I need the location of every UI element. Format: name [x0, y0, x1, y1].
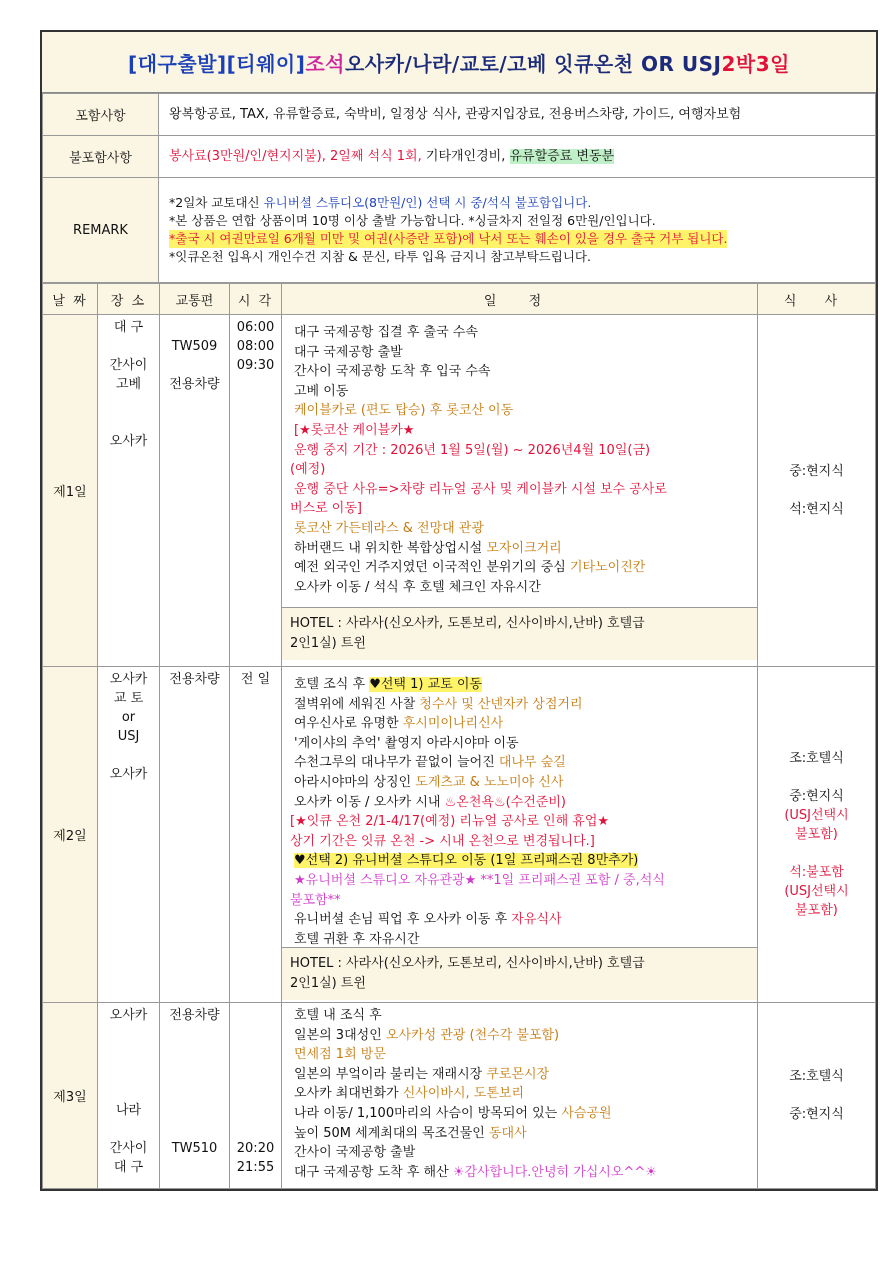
day-meals: 조:호텔식 중:현지식 (USJ선택시 불포함) 석:불포함 (USJ선택시 불포함)	[758, 667, 876, 1003]
info-table	[42, 93, 876, 283]
day-places: 오사카 교 토 or USJ 오사카	[98, 667, 160, 1003]
exclude-text: 봉사료(3만원/인/현지지불), 2일째 석식 1회, 기타개인경비, 유류할증료 변동분	[159, 136, 876, 178]
header-time: 시 각	[230, 284, 282, 315]
day-places: 대 구 간사이 고베 오사카	[98, 315, 160, 667]
remark-label: REMARK	[43, 178, 159, 283]
day-label: 제3일	[43, 1003, 98, 1189]
day-transport: 전용차량 TW510	[160, 1003, 230, 1189]
remark-text: *2일차 교토대신 유니버셜 스튜디오(8만원/인) 선택 시 중/석식 불포함입니다. *본 상품은 연합 상품이며 10명 이상 출발 가능합니다. *싱글차지 전일정 6만원/인입니다. *출국 시 여권만료일 6개월 미만 및 여권(사증란 포함)에 낙서 또는 훼손이 있을 경우 출국 거부 됩니다. *잇큐온천 입욕시 개인수건 지참 & 문신, 타투 입욕 금지니 참고부탁드립니다.	[159, 178, 876, 283]
day-meals: 조:호텔식 중:현지식	[758, 1003, 876, 1189]
hotel-info: HOTEL : 사라사(신오사카, 도톤보리, 신사이바시,난바) 호텔급 2인1실) 트윈	[282, 607, 757, 660]
page-title: [대구출발][티웨이] 조석 오사카/나라/교토/고베 잇큐온천 OR USJ 2박3일	[42, 32, 876, 93]
day-row	[43, 1003, 876, 1189]
day-times: 전 일	[230, 667, 282, 1003]
day-times: 20:20 21:55	[230, 1003, 282, 1189]
schedule-table	[42, 283, 876, 1189]
day-row	[43, 667, 876, 1003]
hotel-info: HOTEL : 사라사(신오사카, 도톤보리, 신사이바시,난바) 호텔급 2인1실) 트윈	[282, 947, 757, 1000]
day-label: 제2일	[43, 667, 98, 1003]
day-label: 제1일	[43, 315, 98, 667]
day-times: 06:00 08:00 09:30	[230, 315, 282, 667]
day-schedule: 호텔 조식 후 ♥선택 1) 교토 이동 절벽위에 세워진 사찰 청수사 및 산넨자카 상점거리 여우신사로 유명한 후시미이나리신사 '게이샤의 추억' 촬영지 아라시야마 이동 수천그루의 대나무가 끝없이 늘어진 대나무 숲길 아라시야마의 상징인 도게츠교 & 노노미야 신사 오사카 이동 / 오사카 시내 ♨온천욕♨(수건준비) [★잇큐 온천 2/1-4/17(예정) 리뉴얼 공사로 인해 휴업★ 상기 기간은 잇큐 온천 -> 시내 온천으로 변경됩니다.] ♥선택 2) 유니버셜 스튜디오 이동 (1일 프리패스권 8만추가) ★유니버셜 스튜디오 자유관광★ **1일 프리패스권 포함 / 중,석식 불포함** 유니버셜 손님 픽업 후 오사카 이동 후 자유식사 호텔 귀환 후 자유시간 HOTEL : 사라사(신오사카, 도톤보리, 신사이바시,난바) 호텔급 2인1실) 트윈	[282, 667, 758, 1003]
header-meal: 식 사	[758, 284, 876, 315]
header-place: 장 소	[98, 284, 160, 315]
header-transport: 교통편	[160, 284, 230, 315]
day-transport: 전용차량	[160, 667, 230, 1003]
day-row	[43, 315, 876, 667]
include-text: 왕복항공료, TAX, 유류할증료, 숙박비, 일정상 식사, 관광지입장료, 전용버스차량, 가이드, 여행자보험	[159, 94, 876, 136]
exclude-label: 불포함사항	[43, 136, 159, 178]
header-schedule: 일 정	[282, 284, 758, 315]
day-schedule: 호텔 내 조식 후 일본의 3대성인 오사카성 관광 (천수각 불포함) 면세점 1회 방문 일본의 부엌이라 불리는 재래시장 쿠로몬시장 오사카 최대번화가 신사이바시, 도톤보리 나라 이동/ 1,100마리의 사슴이 방목되어 있는 사슴공원 높이 50M 세계최대의 목조건물인 동대사 간사이 국제공항 출발 대구 국제공항 도착 후 해산 ☀감사합니다.안녕히 가십시오^^☀	[282, 1003, 758, 1189]
include-label: 포함사항	[43, 94, 159, 136]
header-date: 날 짜	[43, 284, 98, 315]
day-places: 오사카 나라 간사이 대 구	[98, 1003, 160, 1189]
day-schedule: 대구 국제공항 집결 후 출국 수속 대구 국제공항 출발 간사이 국제공항 도착 후 입국 수속 고베 이동 케이블카로 (편도 탑승) 후 롯코산 이동 [★롯코산 케이블카★ 운행 중지 기간 : 2026년 1월 5일(월) ~ 2026년4월 10일(금) (예정) 운행 중단 사유=>차량 리뉴얼 공사 및 케이블카 시설 보수 공사로 버스로 이동] 롯코산 가든테라스 & 전망대 관광 하버랜드 내 위치한 복합상업시설 모자이크거리 예전 외국인 거주지였던 이국적인 분위기의 중심 기타노이진칸 오사카 이동 / 석식 후 호텔 체크인 자유시간 HOTEL : 사라사(신오사카, 도톤보리, 신사이바시,난바) 호텔급 2인1실) 트윈	[282, 315, 758, 667]
day-meals: 중:현지식 석:현지식	[758, 315, 876, 667]
day-transport: TW509 전용차량	[160, 315, 230, 667]
itinerary-sheet	[40, 30, 878, 1191]
